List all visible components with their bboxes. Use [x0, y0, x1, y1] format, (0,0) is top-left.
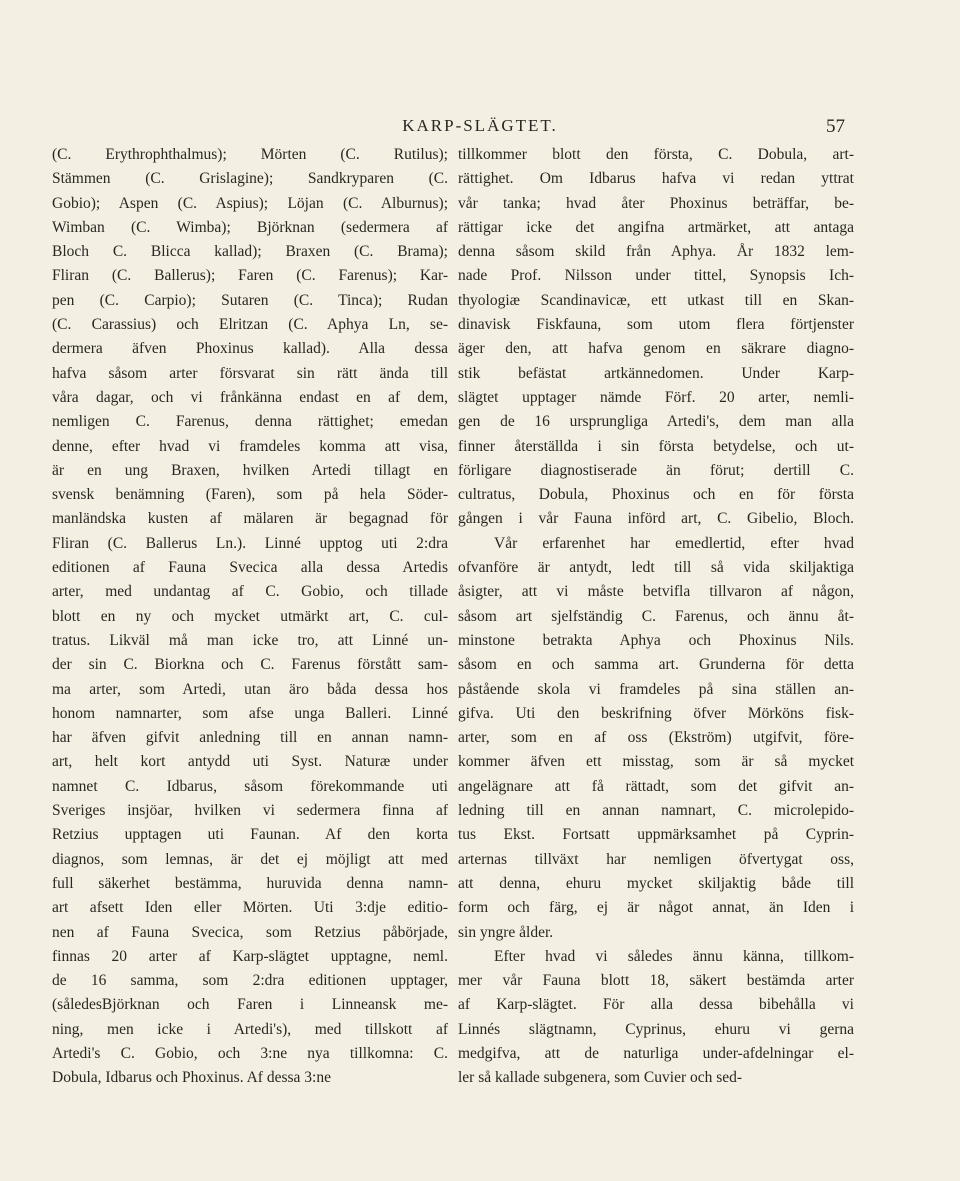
left-text-column	[52, 143, 448, 1091]
text-line: tus Ekst. Fortsatt uppmärksamhet på Cyprin-	[458, 826, 854, 844]
text-line: mer vår Fauna blott 18, säkert bestämda arter	[458, 972, 854, 990]
text-line: art afsett Iden eller Mörten. Uti 3:dje editio-	[52, 899, 448, 917]
text-line: slägtet upptager nämde Förf. 20 arter, nemli-	[458, 388, 854, 406]
text-line: Wimban (C. Wimba); Björknan (sedermera af	[52, 218, 448, 236]
text-line: ning, men icke i Artedi's), med tillskott af	[52, 1020, 448, 1038]
text-line: arter, med undantag af C. Gobio, och tillade	[52, 583, 448, 601]
text-line: hafva såsom arter försvarat sin rätt ända till	[52, 364, 448, 382]
text-line: editionen af Fauna Svecica alla dessa Artedis	[52, 559, 448, 577]
text-line: nen af Fauna Svecica, som Retzius påbörjade,	[52, 923, 448, 941]
text-line: Fliran (C. Ballerus Ln.). Linné upptog uti 2:dra	[52, 534, 448, 552]
text-line: Artedi's C. Gobio, och 3:ne nya tillkomna: C.	[52, 1044, 448, 1062]
text-line: ofvanföre är antydt, ledt till så vida skiljaktiga	[458, 559, 854, 577]
text-line: såsom en och samma art. Grunderna för detta	[458, 656, 854, 674]
text-line: Efter hvad vi således ännu känna, tillkom-	[494, 947, 854, 965]
text-line: Linnés slägtnamn, Cyprinus, ehuru vi gerna	[458, 1020, 854, 1038]
text-line: nade Prof. Nilsson under tittel, Synopsis Ich-	[458, 267, 854, 285]
text-line: Sveriges insjöar, hvilken vi sedermera finna af	[52, 802, 448, 820]
text-line: sin yngre ålder.	[458, 923, 554, 941]
right-text-column	[458, 143, 854, 1091]
text-line: våra dagar, och vi frånkänna endast en af dem,	[52, 388, 448, 406]
text-line: stik befästat artkännedomen. Under Karp-	[458, 364, 854, 382]
text-line: denne, efter hvad vi framdeles komma att visa,	[52, 437, 448, 455]
text-line: svensk benämning (Faren), som på hela Söder-	[52, 486, 448, 504]
text-line: Dobula, Idbarus och Phoxinus. Af dessa 3:ne	[52, 1069, 331, 1087]
text-line: Fliran (C. Ballerus); Faren (C. Farenus); Kar-	[52, 267, 448, 285]
text-line: gången i vår Fauna införd art, C. Gibelio, Bloch.	[458, 510, 854, 528]
text-line: rättigar icke det angifna artmärket, att antaga	[458, 218, 854, 236]
text-line: honom namnarter, som afse unga Balleri. Linné	[52, 704, 448, 722]
text-line: Vår erfarenhet har emedlertid, efter hvad	[494, 534, 854, 552]
text-line: Retzius upptagen uti Faunan. Af den korta	[52, 826, 448, 844]
text-line: är en ung Braxen, hvilken Artedi tillagt en	[52, 461, 448, 479]
text-line: tratus. Likväl må man icke tro, att Linné un-	[52, 631, 448, 649]
text-line: (C. Carassius) och Elritzan (C. Aphya Ln, se-	[52, 316, 448, 334]
text-line: har äfven gifvit anledning till en annan namn-	[52, 729, 448, 747]
text-line: dermera äfven Phoxinus kallad). Alla dessa	[52, 340, 448, 358]
text-line: minstone betrakta Aphya och Phoxinus Nils.	[458, 631, 854, 649]
text-line: af Karp-slägtet. För alla dessa bibehålla vi	[458, 996, 854, 1014]
text-line: påstående skola vi framdeles på sina ställen an-	[458, 680, 854, 698]
text-line: arternas tillväxt har nemligen öfvertygat oss,	[458, 850, 854, 868]
text-line: vår tanka; hvad åter Phoxinus beträffar, be-	[458, 194, 854, 212]
text-line: förligare diagnostiserade än förut; dertill C.	[458, 461, 854, 479]
text-line: att denna, ehuru mycket skiljaktig både till	[458, 874, 854, 892]
text-line: blott en ny och mycket utmärkt art, C. cul-	[52, 607, 448, 625]
text-line: denna såsom skild från Aphya. År 1832 lem-	[458, 243, 854, 261]
text-line: äger den, att hafva genom en säkrare diagno-	[458, 340, 854, 358]
text-line: (såledesBjörknan och Faren i Linneansk me-	[52, 996, 448, 1014]
text-line: ma arter, som Artedi, utan äro båda dessa hos	[52, 680, 448, 698]
text-line: manländska kusten af mälaren är begagnad för	[52, 510, 448, 528]
text-line: thyologiæ Scandinavicæ, ett utkast till en Skan-	[458, 291, 854, 309]
text-line: rättighet. Om Idbarus hafva vi redan yttrat	[458, 170, 854, 188]
text-line: gen de 16 ursprungliga Artedi's, dem man alla	[458, 413, 854, 431]
text-line: Gobio); Aspen (C. Aspius); Löjan (C. Alburnus);	[52, 194, 448, 212]
text-line: dinavisk Fiskfauna, som utom flera förtjenster	[458, 316, 854, 334]
text-line: full säkerhet bestämma, huruvida denna namn-	[52, 874, 448, 892]
text-line: art, helt kort antydd uti Syst. Naturæ under	[52, 753, 448, 771]
text-line: namnet C. Idbarus, såsom förekommande uti	[52, 777, 448, 795]
text-line: finnas 20 arter af Karp-slägtet upptagne, neml.	[52, 947, 448, 965]
text-line: angelägnare att få rättadt, som det gifvit an-	[458, 777, 854, 795]
text-line: diagnos, som lemnas, är det ej möjligt att med	[52, 850, 448, 868]
text-line: finner återställda i sin första betydelse, och ut-	[458, 437, 854, 455]
text-line: arter, som en af oss (Ekström) utgifvit, före-	[458, 729, 854, 747]
text-line: såsom art sjelfständig C. Farenus, och ännu åt-	[458, 607, 854, 625]
text-line: nemligen C. Farenus, denna rättighet; emedan	[52, 413, 448, 431]
text-line: ledning till en annan namnart, C. microlepido-	[458, 802, 854, 820]
text-line: (C. Erythrophthalmus); Mörten (C. Rutilus);	[52, 146, 448, 163]
text-line: kommer äfven ett misstag, som är så mycket	[458, 753, 854, 771]
running-title: KARP-SLÄGTET.	[402, 116, 558, 135]
text-line: medgifva, att de naturliga under-afdelningar el-	[458, 1044, 854, 1062]
text-line: form och färg, ej är något annat, än Iden i	[458, 899, 854, 917]
text-line: Stämmen (C. Grislagine); Sandkryparen (C.	[52, 170, 448, 188]
text-line: der sin C. Biorkna och C. Farenus förstått sam-	[52, 656, 448, 674]
text-line: åsigter, att vi måste betvifla tillvaron af någon,	[458, 583, 854, 601]
text-line: ler så kallade subgenera, som Cuvier och sed-	[458, 1069, 743, 1087]
text-line: tillkommer blott den första, C. Dobula, art-	[458, 146, 854, 163]
text-line: Bloch C. Blicca kallad); Braxen (C. Brama);	[52, 243, 448, 261]
text-line: de 16 samma, som 2:dra editionen upptager,	[52, 972, 448, 990]
text-line: pen (C. Carpio); Sutaren (C. Tinca); Rudan	[52, 291, 448, 309]
text-line: cultratus, Dobula, Phoxinus och en för första	[458, 486, 854, 504]
text-line: gifva. Uti den beskrifning öfver Mörköns fisk-	[458, 704, 854, 722]
page-number: 57	[826, 116, 845, 137]
